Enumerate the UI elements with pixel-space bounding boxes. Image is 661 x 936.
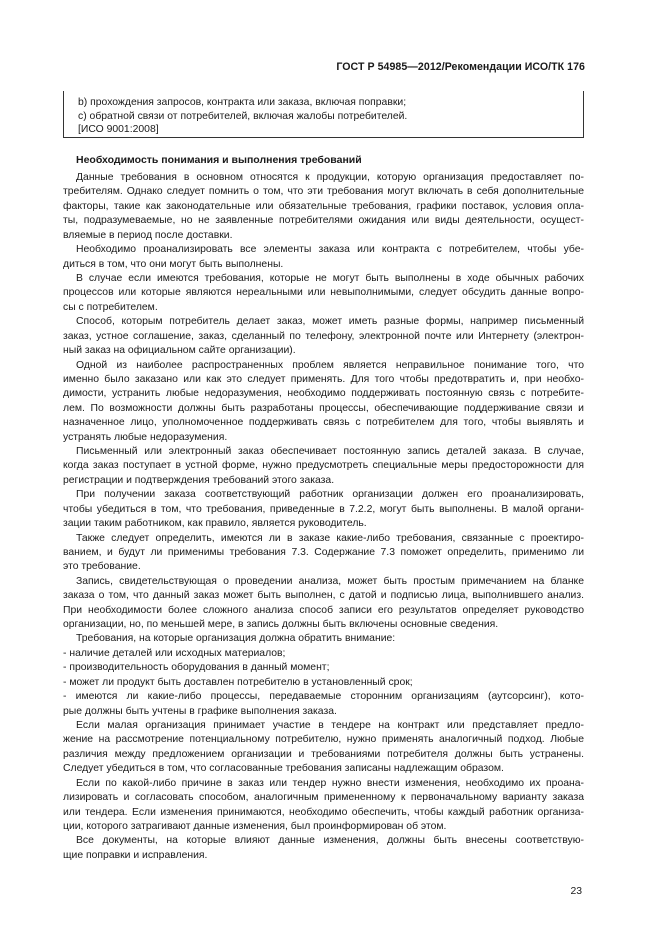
text-line: Одной из наиболее распространенных проблем является неправильное понимание того, что: [76, 359, 584, 371]
text-line: - наличие деталей или исходных материалов;: [63, 647, 286, 659]
page-number: 23: [570, 886, 582, 897]
quote-line: b) прохождения запросов, контракта или заказа, включая поправки;: [78, 97, 407, 108]
text-line: щие поправки и исправления.: [63, 849, 208, 861]
text-line: Способ, которым потребитель делает заказ, может иметь разные формы, например письменный: [76, 316, 584, 328]
quote-box: [63, 91, 584, 138]
text-line: именно было заказано или как это следует применять. Для того чтобы предотвратить и, при необхо-: [63, 373, 584, 385]
text-line: сы с потребителем.: [63, 301, 158, 313]
text-line: заказ, устное соглашение, заказ, сделанный по телефону, электронной почте или Интернету (электрон-: [63, 330, 584, 342]
text-line: или тендера. Если изменения принимаются, необходимо обеспечить, чтобы каждый работник организа-: [63, 806, 584, 818]
text-line: В случае если имеются требования, которые не могут быть выполнены в ходе обычных рабочих: [76, 272, 584, 284]
text-line: когда заказ поступает в устной форме, нужно предусмотреть специальные меры предосторожности для: [63, 460, 584, 472]
text-line: вляемые в период после доставки.: [63, 229, 233, 241]
text-line: требителям. Однако следует помнить о том, что эти требования могут включать в себя дополнительные: [63, 186, 584, 198]
text-line: лем. По возможности должны быть разработаны процессы, обеспечивающие поддерживание связи и: [63, 402, 584, 414]
section-heading: Необходимость понимания и выполнения требований: [76, 154, 362, 166]
text-line: При получении заказа соответствующий работник организации должен его проанализировать,: [76, 489, 584, 501]
text-line: Запись, свидетельствующая о проведении анализа, может быть простым примечанием на бланке: [76, 575, 584, 587]
text-line: Если малая организация принимает участие в тендере на контракт или представляет предло-: [76, 720, 584, 731]
text-line: жение на рассмотрение потенциальному потребителю, нужно применять аналогичный подход. Любые: [63, 734, 584, 746]
text-line: диться в том, что они могут быть выполнены.: [63, 258, 284, 270]
text-line: назначенное лицо, уполномоченное поддерживать связь с потребителем для того, чтобы выявлять и: [63, 417, 584, 429]
text-line: Также следует определить, имеются ли в заказе какие-либо требования, связанные с проектиро-: [76, 532, 584, 544]
text-line: Требования, на которые организация должна обратить внимание:: [76, 633, 396, 645]
text-line: рые должны быть учтены в графике выполнения заказа.: [63, 705, 337, 717]
text-line: организации, но, по меньшей мере, в запись должны быть включены основные сведения.: [63, 619, 499, 630]
quote-line: [ИСО 9001:2008]: [78, 124, 159, 135]
text-line: - производительность оборудования в данный момент;: [63, 662, 330, 674]
text-line: заказа о том, что данный заказ может быть выполнен, с датой и подписью лица, выполнившего анализ.: [63, 590, 584, 602]
text-line: лизировать и согласовать способом, аналогичным примененному к первоначальному варианту заказа: [63, 792, 584, 804]
text-line: Данные требования в основном относятся к продукции, которую организация предоставляет по-: [76, 172, 584, 183]
text-line: Необходимо проанализировать все элементы заказа или контракта с потребителем, чтобы убе-: [76, 244, 584, 256]
text-line: ты, подразумеваемые, но не заявленные потребителями ожидания или виды деятельности, осущест-: [63, 215, 584, 227]
text-line: - может ли продукт быть доставлен потребителю в установленный срок;: [63, 676, 413, 688]
text-line: это требование.: [63, 561, 141, 573]
text-line: процессов или которые являются нереальными или невыполнимыми, следует обсудить данные вопро-: [63, 287, 584, 299]
quote-line: c) обратной связи от потребителей, включая жалобы потребителей.: [78, 111, 408, 122]
document-header: ГОСТ Р 54985—2012/Рекомендации ИСО/ТК 176: [336, 61, 585, 73]
text-line: регистрации и подтверждения требований этого заказа.: [63, 474, 335, 486]
text-line: факторы, такие как законодательные или обязательные требования, графики поставок, условия опла-: [63, 200, 584, 212]
text-line: чтобы убедиться в том, что требования, приведенные в 7.2.2, могут быть выполнены. В малой органи-: [63, 503, 584, 515]
text-line: димости, устранить любые недоразумения, необходимо поддерживать постоянную связь с потребите-: [63, 388, 584, 400]
text-line: ванием, и будут ли применимы требования 7.3. Содержание 7.3 поможет определить, применимо ли: [63, 546, 584, 558]
text-line: - имеются ли какие-либо процессы, передаваемые сторонним организациям (аутсорсинг), кото-: [63, 691, 584, 703]
text-line: различия между предложением организации и требованиями потребителя должны быть устранены.: [63, 748, 584, 760]
text-line: Все документы, на которые влияют данные изменения, должны быть внесены соответствую-: [76, 835, 584, 847]
text-line: Если по какой-либо причине в заказ или тендер нужно внести изменения, необходимо их проана-: [76, 777, 584, 789]
text-line: зации таким работником, как правило, является руководитель.: [63, 518, 367, 530]
text-line: Письменный или электронный заказ обеспечивает постоянную запись деталей заказа. В случае,: [76, 446, 584, 457]
text-line: ции, которого затрагивают данные изменения, был проинформирован об этом.: [63, 820, 447, 832]
text-line: При необходимости более сложного анализа способ записи его результатов определяет руководство: [63, 604, 584, 616]
text-line: Следует убедиться в том, что согласованные требования записаны надлежащим образом.: [63, 763, 504, 775]
text-line: устранять любые недоразумения.: [63, 431, 228, 443]
text-line: ный заказ на официальном сайте организации).: [63, 345, 296, 356]
